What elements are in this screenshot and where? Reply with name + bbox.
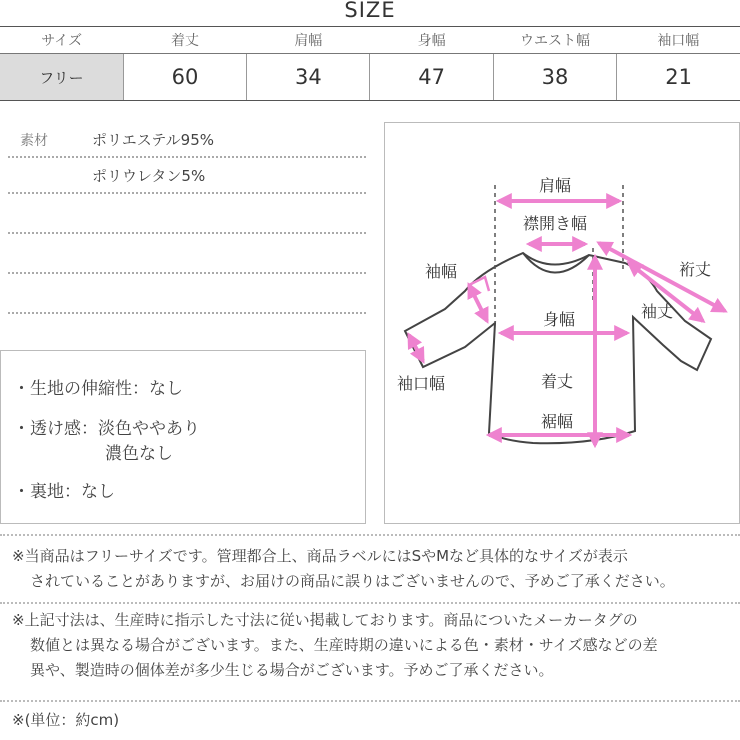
cell-shoulder: 34: [247, 54, 370, 101]
label-yuki: 裄丈: [679, 260, 712, 279]
label-neck: 襟開き幅: [523, 214, 588, 233]
sleeve-width-arrow: [469, 285, 487, 321]
label-hem: 裾幅: [541, 412, 574, 431]
cell-length: 60: [123, 54, 246, 101]
table-row: [0, 54, 740, 101]
cell-cuff: 21: [617, 54, 740, 101]
property-sheer: ・透け感：淡色ややあり: [13, 419, 200, 439]
material-row-2: [8, 162, 366, 194]
material-label: 素材: [20, 133, 48, 149]
size-table-header-row: [0, 27, 740, 54]
property-lining: ・裏地：なし: [13, 482, 115, 502]
property-stretch: ・生地の伸縮性：なし: [13, 379, 183, 399]
neckline: [523, 253, 589, 273]
material-row-empty: [8, 282, 366, 314]
header-chest: 身幅: [370, 27, 493, 54]
cell-chest: 47: [370, 54, 493, 101]
material-row-empty: [8, 242, 366, 274]
fabric-properties-box: [0, 350, 366, 524]
note-free-size-line: されていることがありますが、お届けの商品に誤りはございませんので、予めご了承ください。: [30, 572, 675, 590]
material-row-empty: [8, 202, 366, 234]
note-free-size-line: ※当商品はフリーサイズです。管理都合上、商品ラベルにはSやMなど具体的なサイズが表示: [12, 547, 628, 565]
note-measurement-line: 数値とは異なる場合がございます。また、生産時期の違いによる色・素材・サイズ感などの差: [30, 636, 658, 654]
cell-size: フリー: [0, 54, 123, 101]
note-free-size: [12, 544, 734, 594]
note-separator: [0, 534, 740, 536]
label-sleeve-width: 袖幅: [425, 262, 458, 281]
note-separator: [0, 602, 740, 604]
material-row-1: [8, 126, 366, 158]
header-waist: ウエスト幅: [493, 27, 616, 54]
label-chest: 身幅: [543, 310, 576, 329]
header-size: サイズ: [0, 27, 123, 54]
label-shoulder: 肩幅: [539, 176, 572, 195]
note-measurement-line: 異や、製造時の個体差が多少生じる場合がございます。予めご了承ください。: [30, 661, 554, 679]
label-cuff: 袖口幅: [397, 374, 446, 393]
cell-waist: 38: [493, 54, 616, 101]
material-item: ポリウレタン5%: [92, 167, 206, 185]
garment-diagram-box: [384, 122, 740, 524]
size-table: [0, 26, 740, 101]
material-item: ポリエステル95%: [92, 131, 214, 149]
note-measurement: [12, 608, 734, 683]
header-cuff: 袖口幅: [617, 27, 740, 54]
label-sleeve-length: 袖丈: [641, 302, 674, 321]
note-unit: ※(単位：約cm): [12, 711, 120, 729]
size-title: SIZE: [344, 0, 396, 22]
note-measurement-line: ※上記寸法は、生産時に指示した寸法に従い掲載しております。商品についたメーカータグの: [12, 611, 638, 629]
header-length: 着丈: [123, 27, 246, 54]
cuff-arrow: [409, 335, 423, 361]
header-shoulder: 肩幅: [247, 27, 370, 54]
note-separator: [0, 700, 740, 702]
property-sheer-dark: 濃色なし: [105, 444, 173, 464]
label-length: 着丈: [541, 372, 574, 391]
